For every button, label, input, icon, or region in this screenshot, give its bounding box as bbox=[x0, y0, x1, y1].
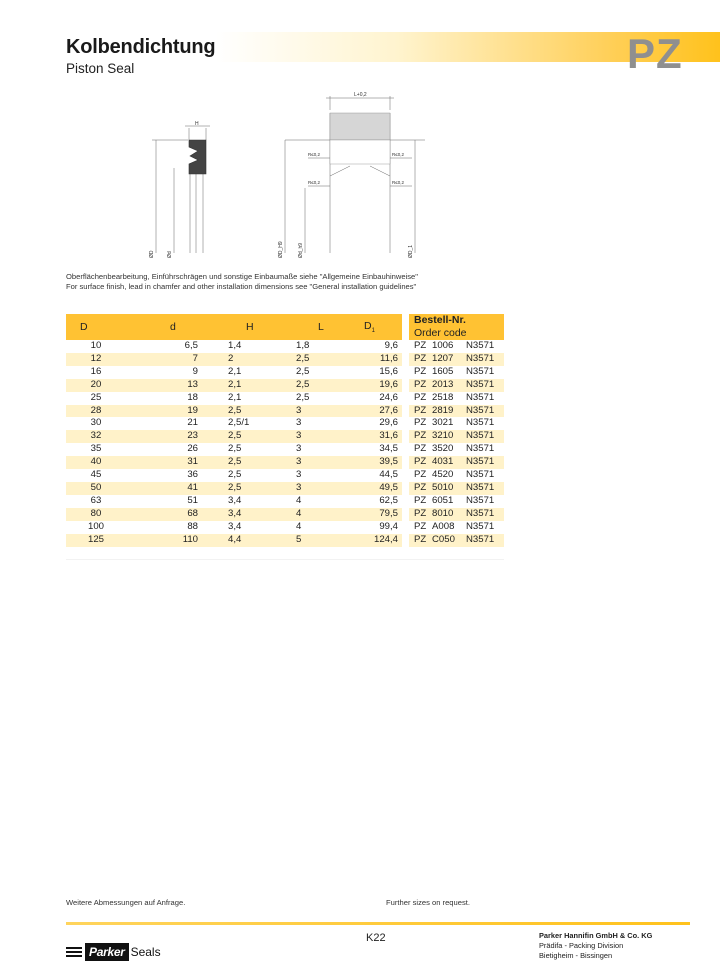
radius-label-4: R≤0,2 bbox=[392, 180, 404, 185]
table-row bbox=[66, 417, 504, 430]
cell-D1: 99,4 bbox=[379, 520, 398, 532]
cell-L: 2,5 bbox=[296, 365, 310, 377]
cell-order-code bbox=[409, 456, 504, 469]
order-suffix: N3571 bbox=[466, 443, 495, 455]
order-number: 4031 bbox=[432, 456, 454, 468]
cell-order-code bbox=[409, 405, 504, 418]
cell-order-code bbox=[409, 521, 504, 534]
label-dh: ØD_H9 bbox=[278, 241, 284, 258]
cell-D: 10 bbox=[90, 340, 102, 351]
order-prefix: PZ bbox=[414, 391, 427, 403]
cell-gap bbox=[402, 482, 409, 495]
cell-H: 2,1 bbox=[228, 391, 242, 403]
cell-gap bbox=[402, 443, 409, 456]
cell-gap bbox=[402, 417, 409, 430]
installation-note bbox=[66, 272, 418, 292]
filler-cell bbox=[296, 547, 348, 560]
order-number: C050 bbox=[432, 533, 455, 545]
cell-L: 4 bbox=[296, 520, 302, 532]
order-number: 1605 bbox=[432, 365, 454, 377]
page-subtitle: Piston Seal bbox=[66, 61, 135, 76]
order-prefix: PZ bbox=[414, 352, 427, 364]
cell-gap bbox=[402, 366, 409, 379]
seal-profile bbox=[189, 140, 206, 174]
cell-d: 13 bbox=[126, 379, 216, 392]
dim-h-label: H bbox=[195, 121, 199, 127]
cell-L: 3 bbox=[296, 456, 348, 469]
cell-d: 51 bbox=[187, 494, 198, 506]
order-suffix: N3571 bbox=[466, 378, 495, 390]
table-row bbox=[66, 495, 504, 508]
cell-D: 35 bbox=[90, 443, 102, 455]
cell-D1: 9,6 bbox=[384, 340, 398, 351]
col-header-d: d bbox=[126, 314, 216, 340]
col-header-D1-sub: 1 bbox=[371, 328, 375, 335]
order-suffix: N3571 bbox=[466, 456, 495, 468]
cell-D1: 24,6 bbox=[379, 391, 398, 403]
order-number: 4520 bbox=[432, 469, 454, 481]
cell-D: 28 bbox=[66, 405, 126, 418]
cell-gap bbox=[402, 430, 409, 443]
col-header-order-de: Bestell-Nr. bbox=[414, 314, 466, 326]
cell-gap bbox=[402, 508, 409, 521]
filler-cell bbox=[348, 547, 402, 560]
cell-D1: 62,5 bbox=[379, 494, 398, 506]
order-prefix: PZ bbox=[414, 417, 427, 429]
order-number: 1207 bbox=[432, 352, 454, 364]
cell-H: 1,4 bbox=[228, 340, 242, 351]
cell-D: 125 bbox=[66, 534, 126, 547]
installation-note-de: Oberflächenbearbeitung, Einführschrägen und sonstige Einbaumaße siehe "Allgemeine Einbauhinweise" bbox=[66, 272, 418, 281]
footer-rule bbox=[66, 922, 690, 925]
filler-cell bbox=[409, 547, 504, 560]
order-suffix: N3571 bbox=[466, 404, 495, 416]
col-header-H: H bbox=[216, 314, 296, 340]
page-number: K22 bbox=[366, 932, 386, 944]
table-row bbox=[66, 430, 504, 443]
cell-H: 2,5 bbox=[216, 482, 296, 495]
order-prefix: PZ bbox=[414, 404, 427, 416]
order-number: 8010 bbox=[432, 507, 454, 519]
cell-order-code bbox=[409, 430, 504, 443]
cell-d: 41 bbox=[126, 482, 216, 495]
footer-note-en: Further sizes on request. bbox=[386, 898, 470, 907]
cell-D1: 19,6 bbox=[348, 379, 402, 392]
table-row bbox=[66, 340, 504, 353]
groove-body bbox=[330, 113, 390, 140]
cell-d: 21 bbox=[187, 417, 198, 429]
cell-L: 3 bbox=[296, 430, 348, 443]
cell-gap bbox=[402, 534, 409, 547]
company-info bbox=[539, 931, 652, 961]
cell-D: 25 bbox=[90, 391, 102, 403]
cell-L: 4 bbox=[296, 494, 302, 506]
table-row bbox=[66, 534, 504, 547]
cell-D: 16 bbox=[90, 365, 102, 377]
cell-D1: 44,5 bbox=[379, 469, 398, 481]
order-number: 3520 bbox=[432, 443, 454, 455]
order-number: A008 bbox=[432, 520, 455, 532]
cell-gap bbox=[402, 521, 409, 534]
radius-label-3: R≤0,2 bbox=[308, 180, 320, 185]
cell-gap bbox=[402, 495, 409, 508]
product-code: PZ bbox=[627, 30, 683, 77]
radius-label-2: R≤0,2 bbox=[392, 152, 404, 157]
cell-d: 68 bbox=[126, 508, 216, 521]
cell-D: 80 bbox=[66, 508, 126, 521]
label-dh9: Ød_h9 bbox=[298, 242, 304, 258]
order-suffix: N3571 bbox=[466, 391, 495, 403]
cell-D1: 79,5 bbox=[348, 508, 402, 521]
order-suffix: N3571 bbox=[466, 494, 495, 506]
cell-d: 7 bbox=[126, 353, 216, 366]
col-header-L: L bbox=[296, 314, 348, 340]
logo-stripes bbox=[66, 947, 82, 957]
cell-order-code bbox=[409, 482, 504, 495]
table-row bbox=[66, 456, 504, 469]
filler-cell bbox=[66, 547, 126, 560]
table-row bbox=[66, 469, 504, 482]
order-number: 3021 bbox=[432, 417, 454, 429]
col-header-order-en: Order code bbox=[414, 327, 467, 339]
order-suffix: N3571 bbox=[466, 533, 495, 545]
cell-D1: 39,5 bbox=[348, 456, 402, 469]
cell-D1: 29,6 bbox=[379, 417, 398, 429]
order-prefix: PZ bbox=[414, 507, 427, 519]
logo-brand: Parker bbox=[85, 943, 129, 961]
order-prefix: PZ bbox=[414, 469, 427, 481]
cell-L: 2,5 bbox=[296, 391, 310, 403]
cell-H: 2,1 bbox=[216, 379, 296, 392]
dimension-table bbox=[66, 314, 504, 560]
cell-L: 3 bbox=[296, 417, 302, 429]
cell-d: 26 bbox=[187, 443, 198, 455]
cell-order-code bbox=[409, 379, 504, 392]
table-header-row bbox=[66, 314, 504, 340]
radius-label-1: R≤0,2 bbox=[308, 152, 320, 157]
cell-D1: 11,6 bbox=[348, 353, 402, 366]
cell-D1: 31,6 bbox=[348, 430, 402, 443]
cell-H: 2,5 bbox=[228, 443, 242, 455]
cell-H: 2,5/1 bbox=[228, 417, 250, 429]
filler-cell bbox=[402, 547, 409, 560]
table-row bbox=[66, 443, 504, 456]
order-number: 6051 bbox=[432, 494, 454, 506]
cell-order-code bbox=[409, 508, 504, 521]
dim-l-label: L+0,2 bbox=[354, 92, 367, 98]
cell-D: 40 bbox=[66, 456, 126, 469]
cell-gap bbox=[402, 456, 409, 469]
order-prefix: PZ bbox=[414, 533, 427, 545]
order-suffix: N3571 bbox=[466, 430, 495, 442]
order-prefix: PZ bbox=[414, 494, 427, 506]
cell-H: 3,4 bbox=[228, 494, 242, 506]
cell-H: 2 bbox=[216, 353, 296, 366]
cell-d: 18 bbox=[187, 391, 198, 403]
table-row bbox=[66, 379, 504, 392]
order-prefix: PZ bbox=[414, 340, 427, 351]
table-row bbox=[66, 482, 504, 495]
company-name: Parker Hannifin GmbH & Co. KG bbox=[539, 931, 653, 940]
cell-H: 2,5 bbox=[228, 469, 242, 481]
cell-order-code bbox=[409, 443, 504, 456]
cell-gap bbox=[402, 340, 409, 353]
cell-order-code bbox=[409, 392, 504, 405]
order-prefix: PZ bbox=[414, 456, 427, 468]
order-number: 2013 bbox=[432, 378, 454, 390]
order-suffix: N3571 bbox=[466, 340, 495, 351]
order-number: 1006 bbox=[432, 340, 454, 351]
cell-D1: 27,6 bbox=[348, 405, 402, 418]
cell-order-code bbox=[409, 366, 504, 379]
cell-d: 110 bbox=[126, 534, 216, 547]
filler-cell bbox=[126, 547, 216, 560]
cell-L: 3 bbox=[296, 405, 348, 418]
order-suffix: N3571 bbox=[466, 352, 495, 364]
table-body bbox=[66, 340, 504, 560]
cell-order-code bbox=[409, 534, 504, 547]
cell-D: 50 bbox=[66, 482, 126, 495]
cell-gap bbox=[402, 353, 409, 366]
cell-H: 2,1 bbox=[228, 365, 242, 377]
order-number: 3210 bbox=[432, 430, 454, 442]
order-suffix: N3571 bbox=[466, 469, 495, 481]
cell-D: 63 bbox=[90, 494, 102, 506]
cell-L: 3 bbox=[296, 482, 348, 495]
cell-d: 88 bbox=[187, 520, 198, 532]
parker-logo bbox=[66, 942, 161, 962]
col-gap bbox=[402, 314, 409, 340]
cell-d: 9 bbox=[192, 365, 198, 377]
cell-d: 6,5 bbox=[184, 340, 198, 351]
cell-D1: 15,6 bbox=[379, 365, 398, 377]
cell-D: 12 bbox=[66, 353, 126, 366]
cell-order-code bbox=[409, 340, 504, 353]
cell-D: 30 bbox=[90, 417, 102, 429]
label-d-small: Ød bbox=[167, 251, 173, 258]
order-suffix: N3571 bbox=[466, 520, 495, 532]
order-prefix: PZ bbox=[414, 430, 427, 442]
order-number: 2518 bbox=[432, 391, 454, 403]
cell-gap bbox=[402, 405, 409, 418]
cell-H: 4,4 bbox=[216, 534, 296, 547]
cell-D: 100 bbox=[87, 520, 104, 532]
cell-order-code bbox=[409, 495, 504, 508]
cell-D1: 34,5 bbox=[379, 443, 398, 455]
page-title: Kolbendichtung bbox=[66, 36, 216, 58]
cell-gap bbox=[402, 392, 409, 405]
order-prefix: PZ bbox=[414, 481, 427, 493]
table-row bbox=[66, 353, 504, 366]
col-header-D1 bbox=[348, 314, 402, 340]
table-row bbox=[66, 521, 504, 534]
order-suffix: N3571 bbox=[466, 417, 495, 429]
order-number: 5010 bbox=[432, 481, 454, 493]
cell-L: 1,8 bbox=[296, 340, 310, 351]
installation-note-en: For surface finish, lead in chamfer and other installation dimensions see "General installation guidelines" bbox=[66, 282, 417, 291]
order-prefix: PZ bbox=[414, 378, 427, 390]
table-row bbox=[66, 392, 504, 405]
logo-suffix: Seals bbox=[130, 945, 161, 959]
cell-D1: 49,5 bbox=[348, 482, 402, 495]
cell-H: 2,5 bbox=[216, 456, 296, 469]
cell-gap bbox=[402, 469, 409, 482]
table-row bbox=[66, 366, 504, 379]
cell-D: 20 bbox=[66, 379, 126, 392]
cell-D: 32 bbox=[66, 430, 126, 443]
table-filler-row bbox=[66, 547, 504, 560]
company-location: Bietigheim - Bissingen bbox=[539, 951, 613, 960]
order-suffix: N3571 bbox=[466, 481, 495, 493]
cell-H: 3,4 bbox=[228, 520, 242, 532]
cell-L: 2,5 bbox=[296, 353, 348, 366]
cell-d: 36 bbox=[187, 469, 198, 481]
col-header-D: D bbox=[66, 314, 126, 340]
footer-note-de: Weitere Abmessungen auf Anfrage. bbox=[66, 898, 186, 907]
cell-H: 3,4 bbox=[216, 508, 296, 521]
company-division: Prädifa - Packing Division bbox=[539, 941, 624, 950]
order-suffix: N3571 bbox=[466, 507, 495, 519]
installation-drawing bbox=[140, 88, 440, 263]
cell-H: 2,5 bbox=[216, 405, 296, 418]
groove-slot bbox=[330, 140, 390, 164]
cell-L: 5 bbox=[296, 534, 348, 547]
cell-D1: 124,4 bbox=[348, 534, 402, 547]
cell-L: 3 bbox=[296, 443, 302, 455]
cell-order-code bbox=[409, 353, 504, 366]
cell-d: 23 bbox=[126, 430, 216, 443]
order-prefix: PZ bbox=[414, 520, 427, 532]
filler-cell bbox=[216, 547, 296, 560]
cell-order-code bbox=[409, 417, 504, 430]
cell-H: 2,5 bbox=[216, 430, 296, 443]
cell-order-code bbox=[409, 469, 504, 482]
label-d1: ØD_1 bbox=[408, 244, 414, 258]
cell-D: 45 bbox=[90, 469, 102, 481]
order-suffix: N3571 bbox=[466, 365, 495, 377]
cell-d: 19 bbox=[126, 405, 216, 418]
cell-L: 2,5 bbox=[296, 379, 348, 392]
table-row bbox=[66, 508, 504, 521]
cell-L: 3 bbox=[296, 469, 302, 481]
cell-gap bbox=[402, 379, 409, 392]
order-prefix: PZ bbox=[414, 365, 427, 377]
order-number: 2819 bbox=[432, 404, 454, 416]
cell-L: 4 bbox=[296, 508, 348, 521]
order-prefix: PZ bbox=[414, 443, 427, 455]
table-row bbox=[66, 405, 504, 418]
col-header-order bbox=[409, 314, 504, 340]
cell-d: 31 bbox=[126, 456, 216, 469]
col-header-D1-main: D bbox=[364, 319, 372, 332]
label-d-left: ØD bbox=[149, 250, 155, 258]
